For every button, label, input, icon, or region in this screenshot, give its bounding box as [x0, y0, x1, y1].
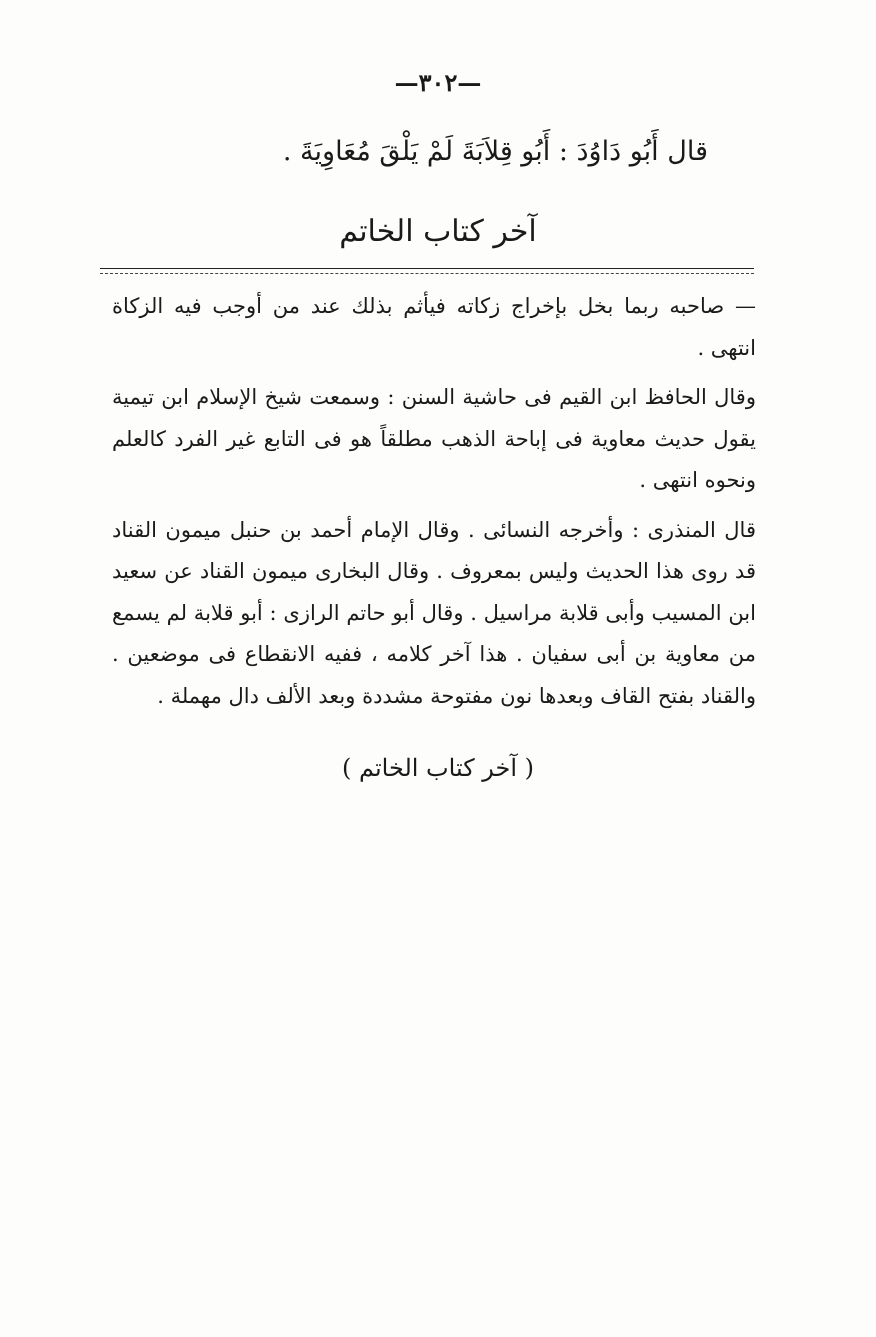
section-heading: آخر كتاب الخاتم: [339, 214, 537, 249]
hadith-text: قال أَبُو دَاوُدَ : أَبُو قِلاَبَةَ لَمْ يَلْقَ مُعَاوِيَةَ .: [282, 136, 708, 167]
footnotes: [112, 286, 756, 717]
page-number: —٣٠٢—: [394, 68, 482, 97]
footnote-divider-dashed: [100, 273, 754, 274]
footnote-divider: [100, 268, 754, 269]
footnote-paragraph: وقال الحافظ ابن القيم فى حاشية السنن : وسمعت شيخ الإسلام ابن تيمية يقول حديث معاوية فى إباحة الذهب مطلقاً هو فى التابع غير الفرد كالعلم ونحوه انتهى .: [112, 385, 756, 492]
footnote-paragraph: قال المنذرى : وأخرجه النسائى . وقال الإمام أحمد بن حنبل ميمون القناد قد روى هذا الحديث وليس بمعروف . وقال البخارى ميمون القناد عن سعيد ابن المسيب وأبى قلابة مراسيل . وقال أبو حاتم الرازى : أبو قلابة لم يسمع من معاوية بن أبى سفيان . هذا آخر كلامه ، ففيه الانقطاع فى موضعين . والقناد بفتح القاف وبعدها نون مفتوحة مشددة وبعد الألف دال مهملة .: [112, 517, 756, 708]
footnote-paragraph: — صاحبه ربما بخل بإخراج زكاته فيأثم بذلك عند من أوجب فيه الزكاة انتهى .: [112, 294, 756, 360]
closing-title: ( آخر كتاب الخاتم ): [342, 754, 534, 782]
